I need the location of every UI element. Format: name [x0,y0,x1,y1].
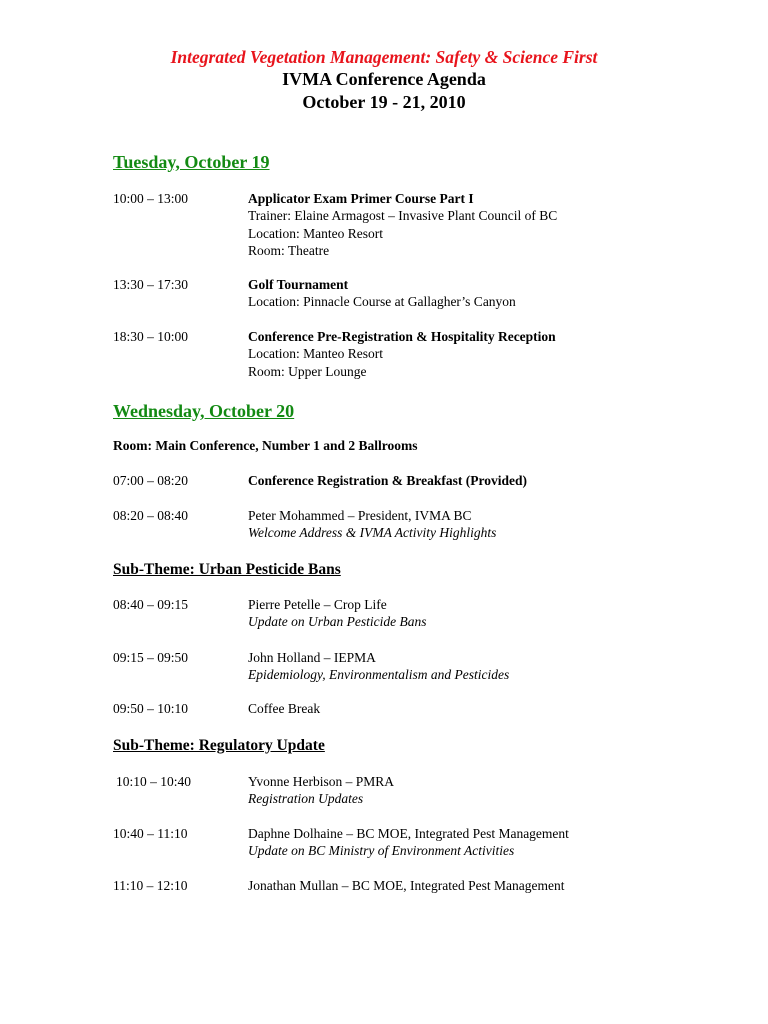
entry-details [248,825,673,860]
entry-speaker: Daphne Dolhaine – BC MOE, Integrated Pest Management [248,826,569,841]
subtheme-heading-regulatory: Sub-Theme: Regulatory Update [113,737,325,754]
entry-time: 09:50 – 10:10 [113,701,189,716]
entry-details [248,190,673,259]
day-heading-tuesday: Tuesday, October 19 [113,152,270,172]
entry-time: 09:15 – 09:50 [113,650,189,665]
entry-speaker: John Holland – IEPMA [248,650,376,665]
entry-location: Location: Manteo Resort [248,346,383,362]
entry-speaker: Pierre Petelle – Crop Life [248,597,387,612]
entry-time: 18:30 – 10:00 [113,329,189,344]
entry-speaker: Jonathan Mullan – BC MOE, Integrated Pest Management [248,878,565,893]
entry-topic: Update on BC Ministry of Environment Activities [248,843,515,859]
day-heading-wednesday: Wednesday, October 20 [113,401,295,421]
entry-time: 10:10 – 10:40 [116,774,192,789]
entry-room: Room: Theatre [248,242,330,258]
entry-speaker: Yvonne Herbison – PMRA [248,774,395,789]
entry-topic: Epidemiology, Environmentalism and Pesticides [248,667,510,683]
conference-dates: October 19 - 21, 2010 [302,92,466,112]
entry-details [248,507,673,542]
entry-details [248,276,673,311]
page-title: IVMA Conference Agenda [282,69,486,89]
entry-time: 10:40 – 11:10 [113,826,188,841]
conference-subtitle: Integrated Vegetation Management: Safety & Science First [170,47,598,67]
entry-trainer: Trainer: Elaine Armagost – Invasive Plant Council of BC [248,208,558,224]
entry-topic: Update on Urban Pesticide Bans [248,614,427,630]
entry-location: Location: Pinnacle Course at Gallagher’s Canyon [248,294,516,310]
agenda-header [0,46,768,114]
entry-speaker: Coffee Break [248,701,321,716]
entry-speaker: Peter Mohammed – President, IVMA BC [248,508,472,523]
entry-time: 08:40 – 09:15 [113,597,189,612]
entry-title: Golf Tournament [248,277,349,292]
entry-topic: Registration Updates [248,791,364,807]
entry-details [248,328,673,380]
subtheme-heading-urban: Sub-Theme: Urban Pesticide Bans [113,561,341,578]
entry-details [248,700,673,717]
entry-details [248,877,673,894]
entry-title: Applicator Exam Primer Course Part I [248,191,474,206]
entry-time: 10:00 – 13:00 [113,191,189,206]
entry-room: Room: Upper Lounge [248,363,367,379]
room-heading: Room: Main Conference, Number 1 and 2 Ballrooms [113,438,418,453]
entry-topic: Welcome Address & IVMA Activity Highlights [248,525,497,541]
entry-title: Conference Registration & Breakfast (Provided) [248,473,527,488]
entry-details [248,472,673,489]
entry-location: Location: Manteo Resort [248,225,383,241]
entry-details [248,596,673,631]
entry-details [248,649,673,684]
entry-details [248,773,673,808]
entry-time: 11:10 – 12:10 [113,878,188,893]
entry-time: 07:00 – 08:20 [113,473,189,488]
entry-title: Conference Pre-Registration & Hospitality Reception [248,329,556,344]
entry-time: 08:20 – 08:40 [113,508,189,523]
entry-time: 13:30 – 17:30 [113,277,189,292]
